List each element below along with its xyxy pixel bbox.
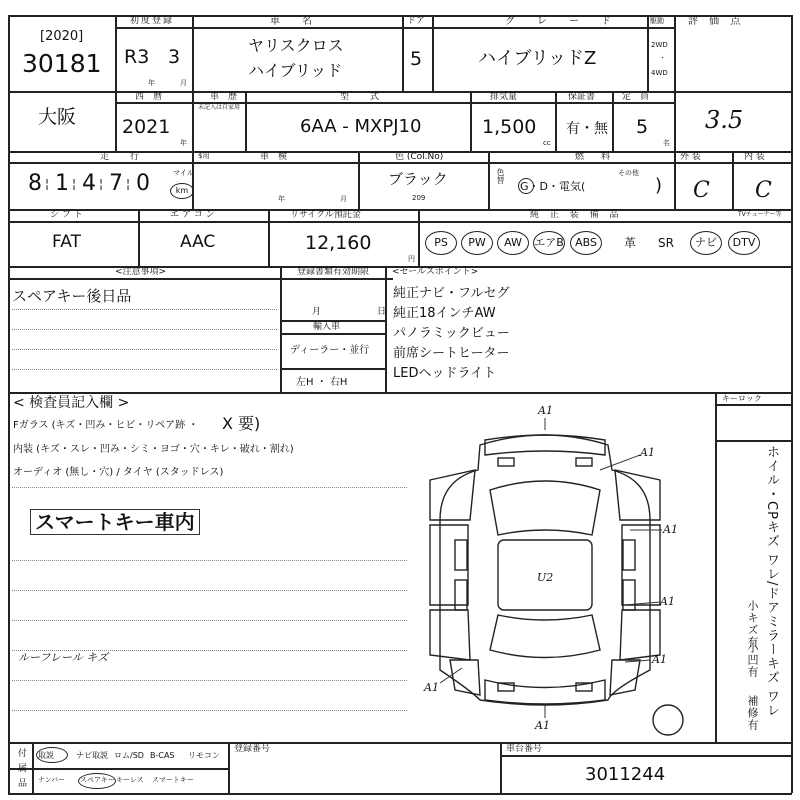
capacity: 5: [636, 116, 649, 138]
damage-mark: A1: [640, 446, 655, 459]
grade-label: グ レ ー ド: [505, 16, 617, 27]
dealer: ディーラー・並行: [290, 345, 370, 356]
displacement-label: 排気量: [490, 92, 518, 102]
handwritten-small: ルーフレール キズ: [18, 651, 109, 664]
import-label: 輸入車: [313, 322, 341, 332]
shift: FAT: [52, 232, 81, 252]
color-no: 209: [412, 194, 426, 202]
ancillary-label: 付属品: [16, 748, 26, 793]
color-change-label: 色替: [496, 168, 505, 184]
side-small1: 小キズ有: [746, 600, 759, 648]
ancillary-item: リモコン: [188, 751, 220, 760]
damage-mark: A1: [424, 681, 439, 694]
seireki-label: 西 暦: [135, 92, 163, 102]
color: ブラック: [388, 170, 448, 188]
equipment-item: SR: [658, 236, 674, 250]
mileage-digit: 7: [109, 171, 123, 196]
deadline-day: 日: [377, 307, 387, 317]
aircon: AAC: [180, 232, 216, 252]
equipment-item: 革: [624, 236, 637, 250]
shift-label: シ フ ト: [50, 210, 83, 220]
inspection-line1-mark: X 要): [222, 414, 261, 433]
ancillary-circle: [78, 773, 116, 789]
equipment-item: DTV: [728, 231, 760, 255]
chassis-number: 3011244: [585, 764, 666, 785]
sales-point: 純正18インチAW: [393, 306, 496, 321]
ancillary-item: 取説: [38, 751, 54, 760]
sales-point: パノラミックビュー: [393, 326, 510, 341]
fuel-options: G・D・電気(: [520, 180, 586, 193]
handle: 左H ・ 右H: [296, 377, 348, 388]
displacement: 1,500: [482, 116, 537, 138]
mileage-sep: ¦: [126, 177, 131, 191]
eval-label: 評 価 点: [688, 16, 745, 27]
door-label: ドア: [407, 16, 425, 26]
color-label: 色 (Col.No): [395, 152, 444, 162]
inspection-title: < 検査員記入欄 >: [13, 395, 130, 411]
damage-mark: A1: [652, 653, 667, 666]
km-label: km: [175, 186, 189, 195]
doors: 5: [410, 48, 423, 70]
fuel-close: ): [655, 175, 663, 196]
equipment-item: ナビ: [690, 231, 722, 255]
seireki: 2021: [122, 116, 171, 138]
capacity-label: 定 員: [622, 92, 650, 102]
side-small2: 小凹有: [746, 642, 759, 678]
ancillary-item: B-CAS: [150, 751, 175, 760]
history-sub: 未記入は自家用: [198, 104, 241, 111]
mileage-digit: 1: [55, 171, 69, 196]
model-label: 型 式: [340, 92, 386, 102]
mile-label: マイル: [173, 169, 194, 177]
ancillary-item: スマートキー: [152, 776, 194, 784]
meter-label: $用: [198, 152, 210, 160]
year-unit: 年: [148, 79, 155, 87]
sales-point: 前席シートヒーター: [393, 346, 510, 361]
equipment-item: PS: [425, 231, 457, 255]
mileage-digit: 0: [136, 171, 150, 196]
person-unit: 名: [663, 139, 670, 147]
drive-sep: ・: [659, 54, 666, 62]
drive-4wd: 4WD: [651, 69, 668, 77]
inspection-line2: 内装 (キズ・スレ・凹み・シミ・ヨゴ・穴・キレ・破れ・割れ): [13, 444, 294, 455]
car-name-line1: ヤリスクロス: [248, 36, 344, 55]
inspection-label: 車 検: [260, 152, 288, 162]
equipment-item: PW: [461, 231, 493, 255]
recycle: 12,160: [305, 232, 372, 254]
lot-year: [2020]: [40, 29, 84, 44]
warranty: 有・無: [566, 121, 608, 137]
first-reg-label: 初度登録: [130, 16, 175, 26]
inspection-line3: オーディオ (無し・穴) / タイヤ (スタッドレス): [13, 467, 224, 478]
inspection-line1: Fガラス (キズ・凹み・ヒビ・リペア跡 ・: [13, 420, 199, 431]
interior-label: 内 装: [744, 152, 765, 162]
car-name-line2: ハイブリッド: [248, 61, 343, 80]
ancillary-item: ナンバー: [38, 776, 66, 784]
history-label: 車 歴: [210, 92, 238, 102]
exterior-grade: C: [693, 178, 710, 203]
grade: ハイブリッドZ: [478, 48, 597, 69]
sales-label: <セールスポイント>: [392, 267, 479, 277]
aircon-label: エ ア コ ン: [170, 210, 215, 220]
damage-mark: A1: [538, 404, 553, 417]
caution-label: <注意事項>: [115, 267, 167, 277]
equipment-label: 純 正 装 備 品: [530, 210, 623, 220]
tv-label: TVチューナー等: [738, 211, 782, 218]
lot-number: 30181: [22, 49, 102, 78]
damage-mark: A1: [535, 719, 550, 732]
ancillary-circle: [36, 747, 68, 763]
ancillary-item: スペアキー: [80, 776, 115, 784]
equipment-item: ABS: [570, 231, 602, 255]
mileage-sep: ¦: [45, 177, 50, 191]
deadline-month: 月: [312, 307, 322, 317]
damage-mark: U2: [537, 571, 554, 584]
sales-point: 純正ナビ・フルセグ: [393, 286, 510, 301]
region: 大阪: [38, 106, 77, 128]
damage-mark: A1: [663, 523, 678, 536]
insp-year-unit: 年: [278, 195, 285, 203]
mileage-label: 走 行: [100, 152, 146, 162]
first-reg-month: 3: [168, 46, 181, 68]
ancillary-item: ナビ取説: [76, 751, 108, 760]
mileage-digit: 4: [82, 171, 96, 196]
equipment-item: エアB: [533, 231, 565, 255]
sales-point: LEDヘッドライト: [393, 366, 497, 381]
mileage-sep: ¦: [99, 177, 104, 191]
equipment-item: AW: [497, 231, 529, 255]
ancillary-item: ロム/SD: [114, 751, 144, 760]
handwritten-note: スマートキー車内: [30, 509, 200, 535]
reg-number-label: 登録番号: [234, 744, 271, 754]
damage-mark: A1: [660, 595, 675, 608]
month-unit: 月: [180, 79, 187, 87]
fuel-label: 燃 料: [575, 152, 615, 162]
key-lock-label: キーロック: [722, 394, 762, 403]
yen-unit: 円: [408, 255, 415, 263]
chassis-label: 車台番号: [506, 744, 543, 754]
eval-score: 3.5: [705, 106, 744, 134]
recycle-label: リサイクル預託金: [290, 210, 361, 220]
side-small3: 補修有: [746, 695, 759, 731]
fuel-other: その他: [618, 169, 639, 177]
mileage-digit: 8: [28, 171, 42, 196]
ancillary-item: キーレス: [116, 776, 144, 784]
caution-text: スペアキー後日品: [12, 287, 132, 305]
doc-deadline-label: 登録書類有効期限: [297, 267, 370, 277]
model: 6AA - MXPJ10: [300, 116, 422, 137]
insp-month-unit: 月: [340, 195, 347, 203]
drive-label: 駆動: [650, 17, 664, 25]
year-unit: 年: [180, 139, 187, 147]
side-text: ホイル・CPキズ ワレ/ドアミラーキズ ワレ: [764, 445, 779, 718]
warranty-label: 保証書: [568, 92, 596, 102]
interior-grade: C: [755, 178, 772, 203]
mileage-sep: ¦: [72, 177, 77, 191]
car-name-label: 車 名: [270, 16, 318, 27]
first-reg-era: R3: [124, 46, 150, 68]
drive-2wd: 2WD: [651, 41, 668, 49]
cc-unit: cc: [543, 139, 551, 147]
exterior-label: 外 装: [680, 152, 701, 162]
